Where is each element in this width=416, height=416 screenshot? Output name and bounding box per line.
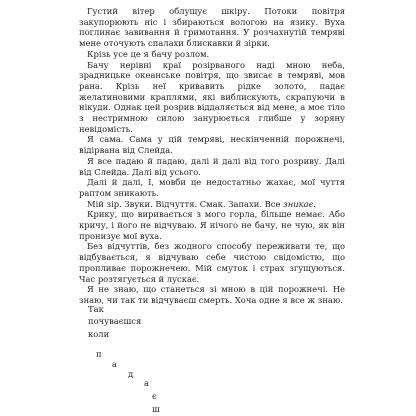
falling-letter-5: є <box>152 391 157 401</box>
paragraph-7-emphasis: зникає <box>283 198 314 209</box>
falling-word-1: Так <box>88 304 104 314</box>
paragraph-7 <box>79 199 345 210</box>
paragraph-8: Крику, що виривається з мого горла, більше немає. Або кричу, і його не відчуваю. Я нічого не бачу, не чую, як він пронизує мої вуха. <box>79 209 345 241</box>
falling-letter-6: ш <box>152 404 160 414</box>
paragraph-7-end: . <box>313 198 316 209</box>
falling-word-3: коли <box>88 329 110 339</box>
paragraph-9: Без відчуттів, без жодного способу переживати те, що відбувається, я відчуваю себе чистою свідомістю, що пропливає порожнечею. Мій смуток і страх згущуються. Час розтягується й лускає. <box>79 241 345 284</box>
falling-letter-3: д <box>128 369 134 379</box>
paragraph-2: Крізь усе це я бачу розлом. <box>87 48 210 59</box>
falling-letter-2: а <box>112 359 117 369</box>
paragraph-7-main: Мій зір. Звуки. Відчуття. Смак. Запахи. Все <box>87 198 284 209</box>
paragraph-5: Я все падаю й падаю, далі й далі від того розриву. Далі від Слейда. Далі від усього. <box>79 155 345 177</box>
paragraph-3: Бачу нерівні краї розірваного наді мною неба, зрадницьке океанське повітря, що звисає в темряві, мов рана. Крізь неї кривавить рідке золото, падає желатиновими краплями, які виблискують, скрапуючи в нікуди. Однак цей розрив віддаляється від мене, а моє тіло з нестримною силою занурюється глибше у зоряну невідомість. <box>79 59 345 134</box>
falling-word-2: почуваєшся <box>88 316 142 326</box>
paragraph-6: Далі й далі, I, мовби це недостатньо жахає, мої чуття раптом зникають. <box>79 177 345 198</box>
falling-letter-4: а <box>144 378 149 388</box>
paragraph-10: Я не знаю, що станеться зі мною в цій порожнечі. Не знаю, чи так ти відчуваєш смерть. Хоча одне я все ж знаю. <box>79 284 345 305</box>
body-text <box>79 6 345 306</box>
falling-letter-1: п <box>96 349 102 359</box>
paragraph-4: Я сама. Сама у цій темряві, нескінченній порожнечі, відірвана від Слейда. <box>79 134 345 156</box>
paragraph-1: Густий вітер облущує шкіру. Потоки повітря закупорюють ніс і збираються вологою на язику. Вуха поглинає завивання й гримотання. У розчахнутій темряві мене оточують спалахи блискавки й зірки. <box>79 6 345 49</box>
